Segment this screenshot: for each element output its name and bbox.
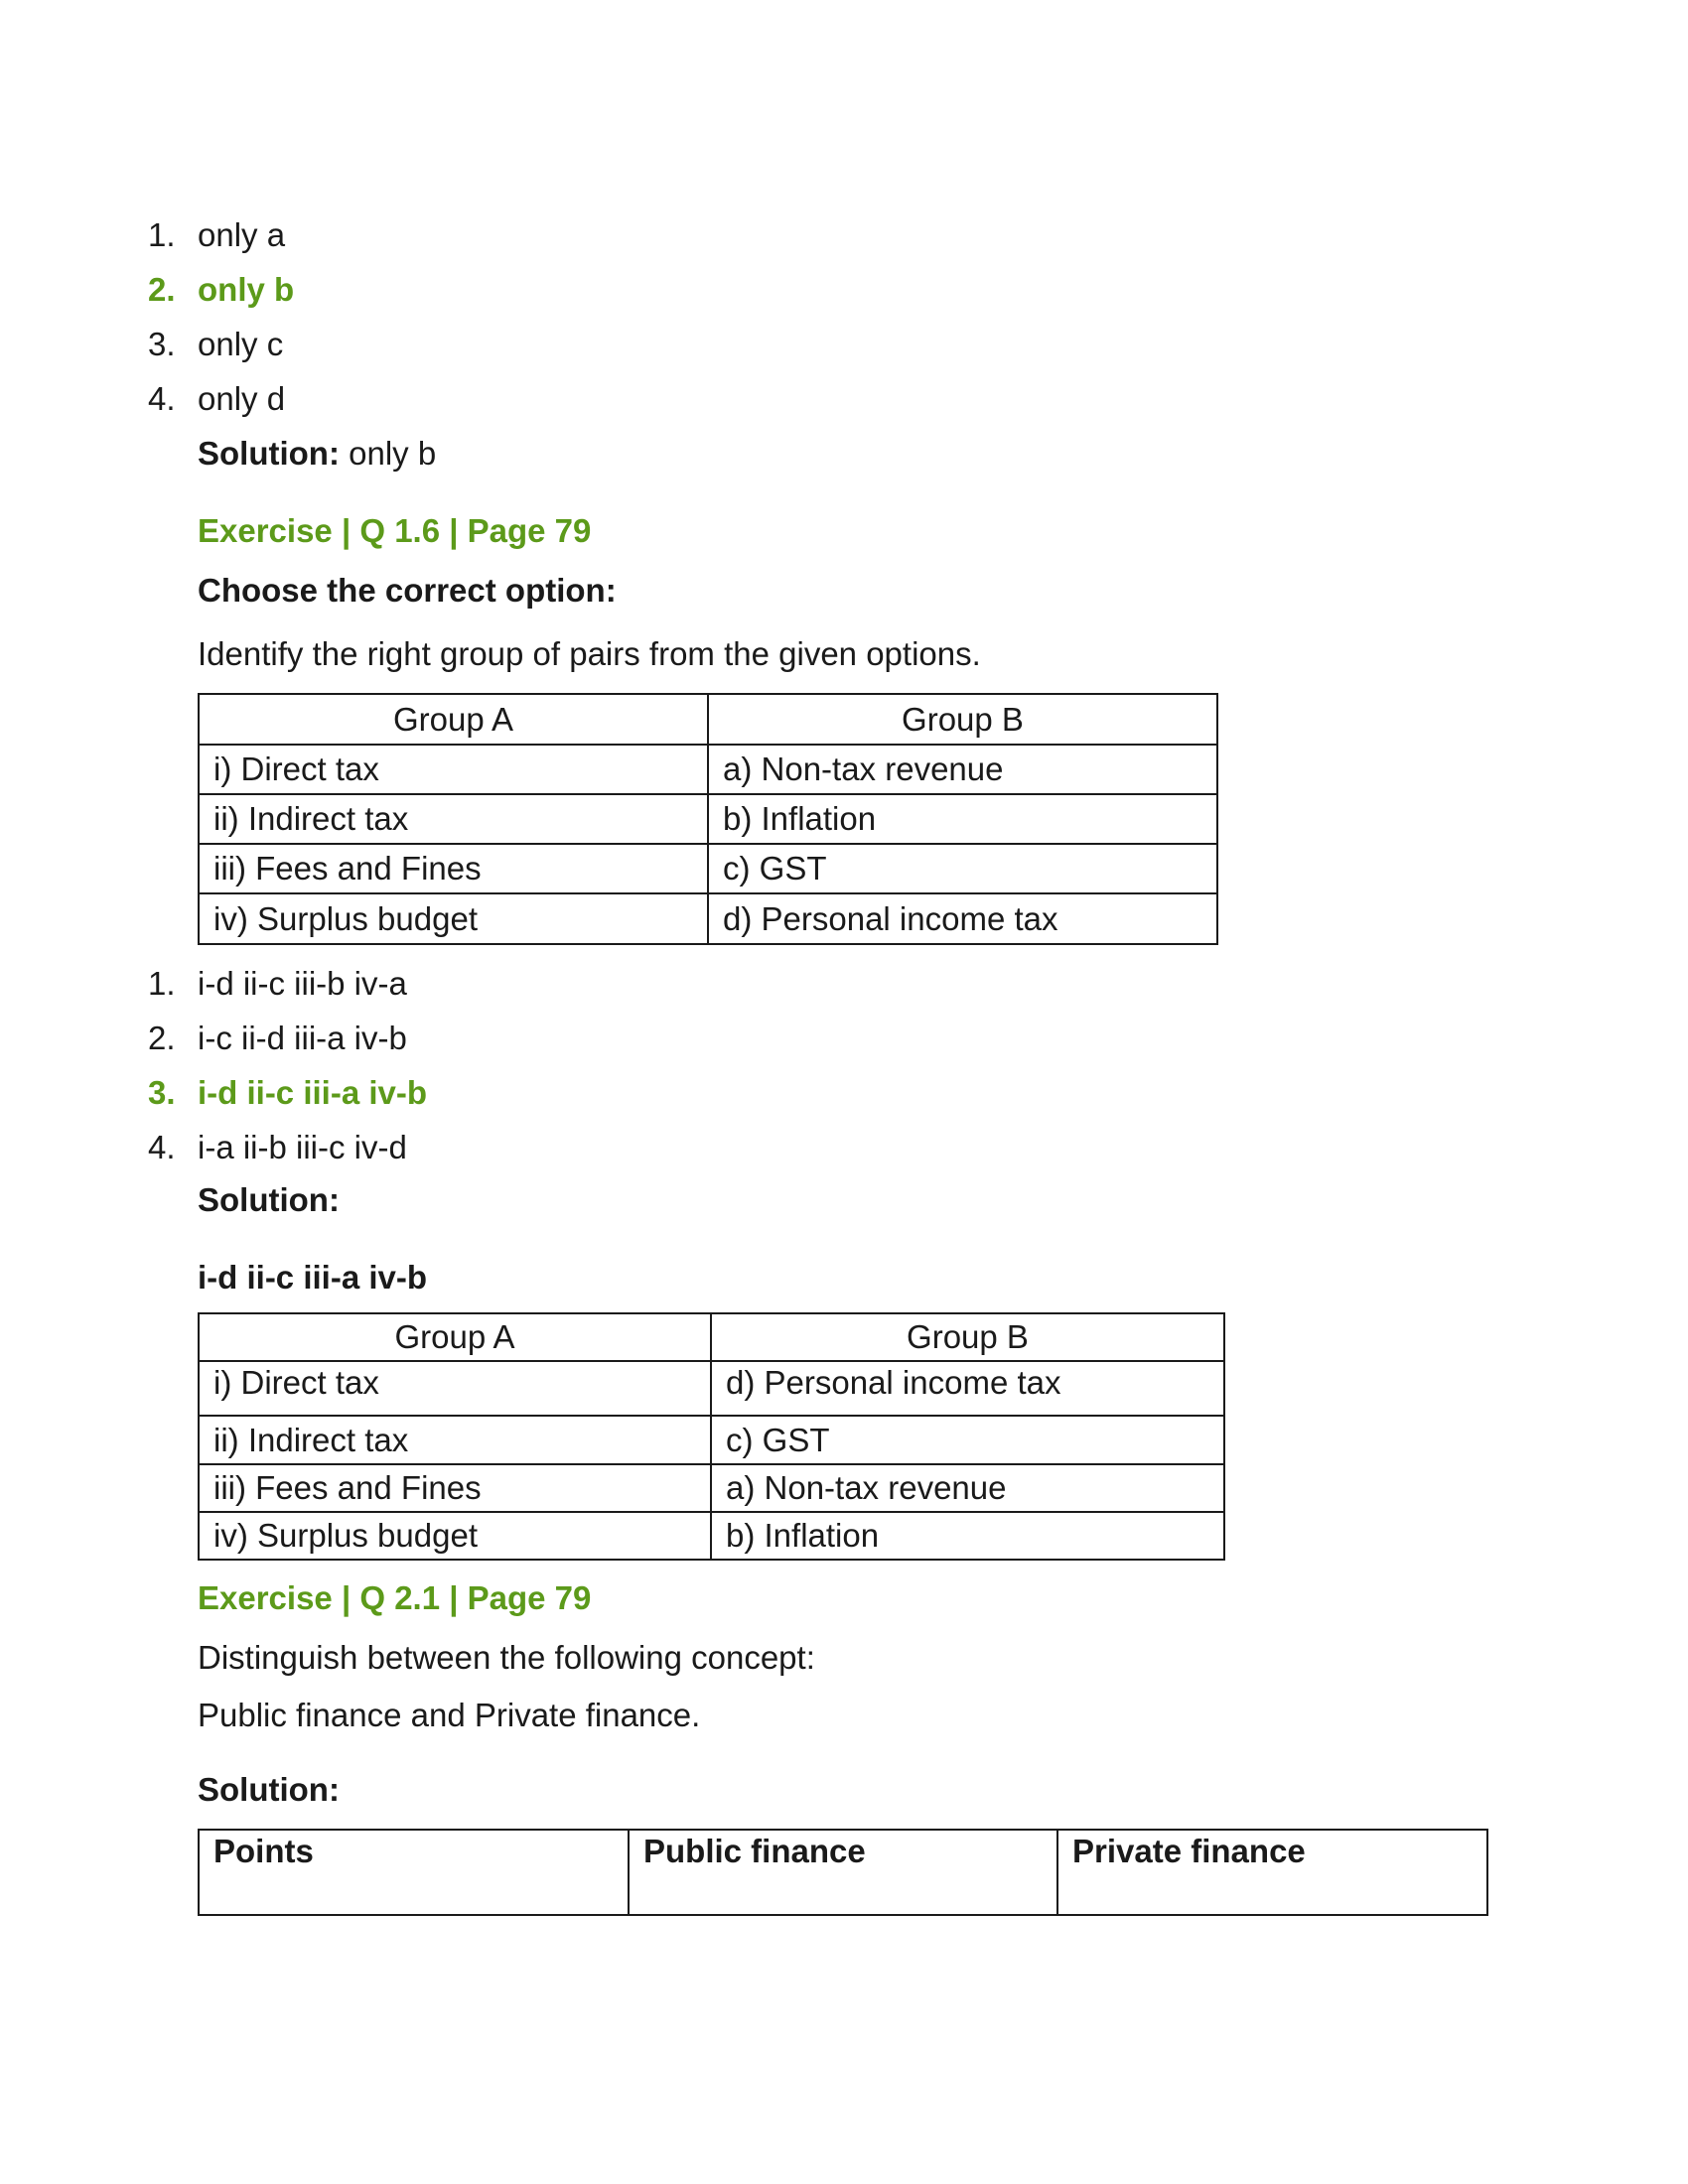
option-text-correct: i-d ii-c iii-a iv-b	[198, 1074, 428, 1111]
table-row	[199, 745, 1217, 794]
option-text: only c	[198, 326, 284, 362]
option-number-correct: 2.	[148, 271, 176, 308]
question-text: Public finance and Private finance.	[198, 1697, 701, 1733]
solution-answer: i-d ii-c iii-a iv-b	[198, 1259, 428, 1296]
table-cell: ii) Indirect tax	[199, 794, 708, 844]
table-row	[199, 893, 1217, 944]
table-header-cell: Group A	[199, 1313, 711, 1361]
option-text: i-d ii-c iii-b iv-a	[198, 965, 407, 1002]
table-header-cell: Group B	[711, 1313, 1224, 1361]
option-text: i-a ii-b iii-c iv-d	[198, 1129, 407, 1165]
comparison-table	[198, 1829, 1488, 1916]
table-cell: i) Direct tax	[199, 1361, 711, 1416]
solution-label: Solution:	[198, 1771, 340, 1808]
table-cell: c) GST	[708, 844, 1217, 893]
table-cell: d) Personal income tax	[708, 893, 1217, 944]
solution-text: only b	[339, 435, 437, 472]
option-text-correct: only b	[198, 271, 295, 308]
table-cell: b) Inflation	[711, 1512, 1224, 1560]
table-row	[199, 1512, 1224, 1560]
option-number-correct: 3.	[148, 1074, 176, 1111]
option-text: only a	[198, 216, 286, 253]
table-header-cell: Group A	[199, 694, 708, 745]
table-cell: ii) Indirect tax	[199, 1416, 711, 1464]
option-text: i-c ii-d iii-a iv-b	[198, 1020, 407, 1056]
instruction: Choose the correct option:	[198, 572, 617, 609]
option-number: 4.	[148, 380, 176, 417]
table-header-cell: Points	[199, 1830, 629, 1915]
exercise-heading: Exercise | Q 1.6 | Page 79	[198, 512, 592, 549]
table-row	[199, 844, 1217, 893]
table-cell: a) Non-tax revenue	[711, 1464, 1224, 1512]
solution-table	[198, 1312, 1225, 1561]
instruction: Distinguish between the following concept:	[198, 1639, 815, 1676]
table-header-row	[199, 694, 1217, 745]
table-row	[199, 1361, 1224, 1416]
solution-label: Solution:	[198, 435, 340, 472]
table-cell: a) Non-tax revenue	[708, 745, 1217, 794]
table-cell: iii) Fees and Fines	[199, 1464, 711, 1512]
table-row	[199, 794, 1217, 844]
question-text: Identify the right group of pairs from the given options.	[198, 635, 981, 672]
option-number: 1.	[148, 216, 176, 253]
table-cell: iv) Surplus budget	[199, 1512, 711, 1560]
table-header-row	[199, 1313, 1224, 1361]
table-cell: b) Inflation	[708, 794, 1217, 844]
table-row	[199, 1464, 1224, 1512]
matching-table	[198, 693, 1218, 945]
table-cell: iii) Fees and Fines	[199, 844, 708, 893]
option-number: 3.	[148, 326, 176, 362]
table-cell: iv) Surplus budget	[199, 893, 708, 944]
option-number: 2.	[148, 1020, 176, 1056]
option-number: 4.	[148, 1129, 176, 1165]
table-header-cell: Public finance	[629, 1830, 1057, 1915]
option-text: only d	[198, 380, 286, 417]
table-header-cell: Group B	[708, 694, 1217, 745]
solution-label: Solution:	[198, 1181, 340, 1218]
table-cell: c) GST	[711, 1416, 1224, 1464]
table-header-cell: Private finance	[1057, 1830, 1487, 1915]
solution-line	[198, 435, 436, 473]
table-header-row	[199, 1830, 1487, 1915]
table-cell: i) Direct tax	[199, 745, 708, 794]
exercise-heading: Exercise | Q 2.1 | Page 79	[198, 1579, 592, 1616]
table-cell: d) Personal income tax	[711, 1361, 1224, 1416]
option-number: 1.	[148, 965, 176, 1002]
table-row	[199, 1416, 1224, 1464]
